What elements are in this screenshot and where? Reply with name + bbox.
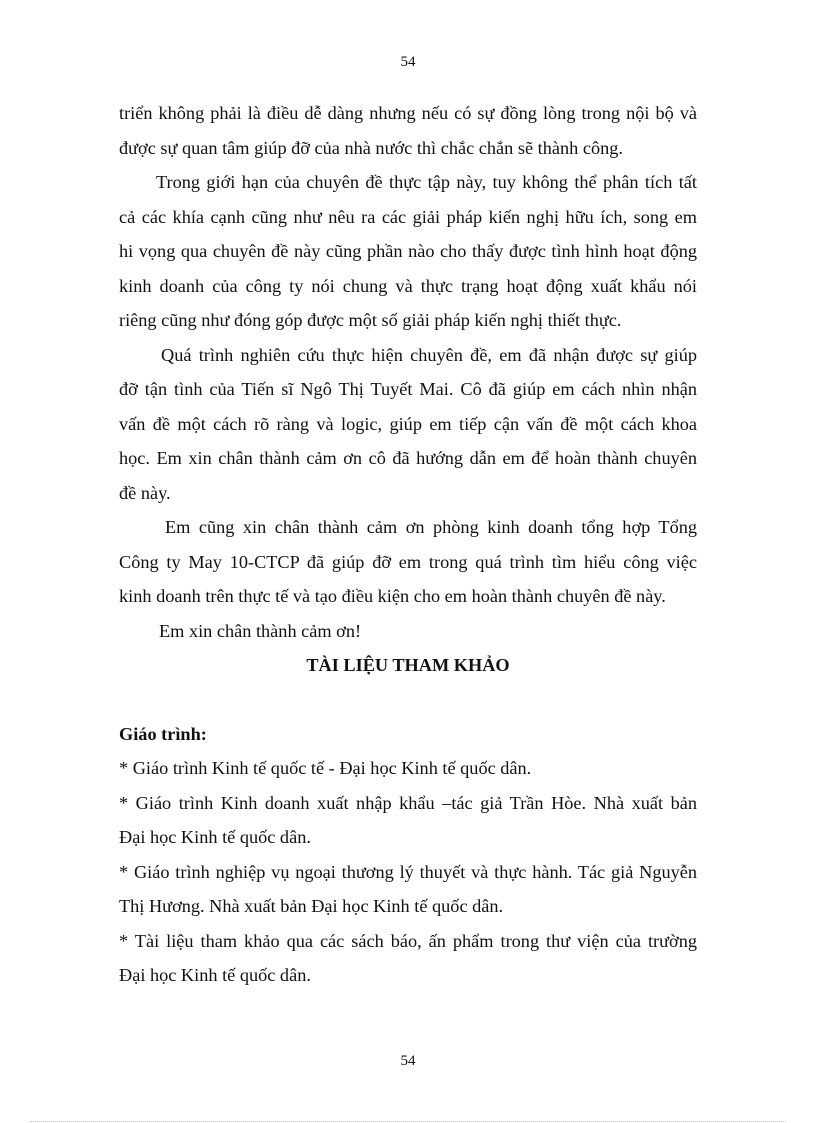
reference-item-4 [119,924,697,993]
text-line: Em cũng xin chân thành cảm ơn phòng kinh doanh tổng hợp Tổng [165,517,697,537]
text-line: Thị Hương. Nhà xuất bản Đại học Kinh tế quốc dân. [119,896,504,916]
text-line: * Giáo trình Kinh doanh xuất nhập khẩu –tác giả Trần Hòe. Nhà xuất bản [119,792,697,813]
references-heading: TÀI LIỆU THAM KHẢO [306,655,510,675]
page-bottom-divider [30,1121,786,1122]
text-line: triển không phải là điều dễ dàng nhưng nếu có sự đồng lòng trong nội bộ và [119,103,697,123]
text-line: hi vọng qua chuyên đề này cũng phần nào cho thấy được tình hình hoạt động [119,241,697,261]
page-number-bottom: 54 [400,1053,416,1069]
text-line: Đại học Kinh tế quốc dân. [119,965,311,985]
text-line: đề này. [119,482,171,503]
reference-item-3 [119,855,697,924]
text-line: riêng cũng như đóng góp được một số giải pháp kiến nghị thiết thực. [119,310,622,330]
text-line: học. Em xin chân thành cảm ơn cô đã hướng dẫn em để hoàn thành chuyên [119,448,697,468]
paragraph-3 [119,338,697,511]
text-line: * Giáo trình nghiệp vụ ngoại thương lý thuyết và thực hành. Tác giả Nguyễn [119,861,697,882]
text-line: kinh doanh của công ty nói chung và thực trạng hoạt động xuất khẩu nói [119,275,697,296]
text-line: Trong giới hạn của chuyên đề thực tập này, tuy không thể phân tích tất [156,172,697,192]
document-body [119,96,697,993]
text-line: đỡ tận tình của Tiến sĩ Ngô Thị Tuyết Mai. Cô đã giúp em cách nhìn nhận [119,379,697,399]
text-line: * Tài liệu tham khảo qua các sách báo, ấn phẩm trong thư viện của trường [119,930,697,951]
text-line: cả các khía cạnh cũng như nêu ra các giải pháp kiến nghị hữu ích, song em [119,206,697,227]
text-line: vấn đề một cách rõ ràng và logic, giúp em tiếp cận vấn đề một cách khoa [119,413,697,434]
paragraph-5 [119,614,697,649]
paragraph-4 [119,510,697,614]
paragraph-2 [119,165,697,338]
reference-item-2 [119,786,697,855]
text-line: Em xin chân thành cảm ơn! [159,620,362,641]
text-line: kinh doanh trên thực tế và tạo điều kiện cho em hoàn thành chuyên đề này. [119,586,666,606]
text-line: Quá trình nghiên cứu thực hiện chuyên đề, em đã nhận được sự giúp [161,344,697,365]
paragraph-1 [119,96,697,165]
text-line: Đại học Kinh tế quốc dân. [119,827,311,847]
page-number-top: 54 [400,54,416,70]
text-line: * Giáo trình Kinh tế quốc tế - Đại học Kinh tế quốc dân. [119,758,532,778]
references-subheading: Giáo trình: [119,723,207,744]
reference-item-1 [119,751,697,786]
text-line: Công ty May 10-CTCP đã giúp đỡ em trong quá trình tìm hiểu công việc [119,551,697,572]
text-line: được sự quan tâm giúp đỡ của nhà nước thì chắc chắn sẽ thành công. [119,137,623,158]
